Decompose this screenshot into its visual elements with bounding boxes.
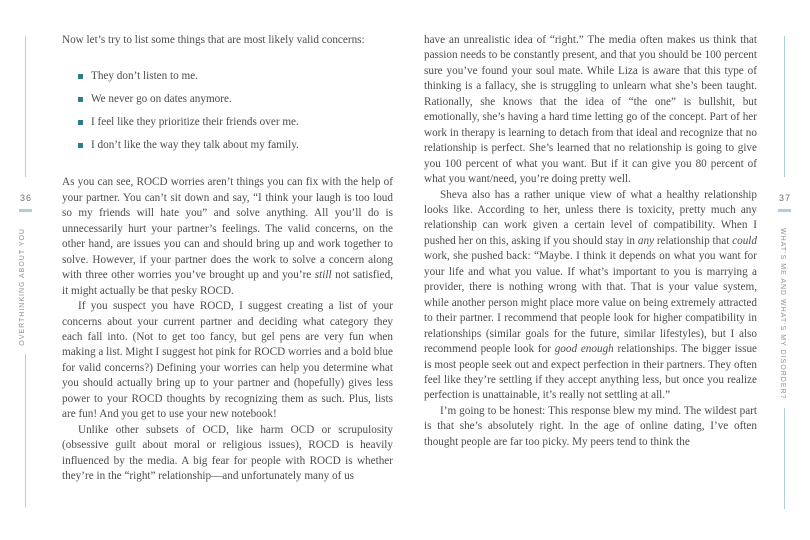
italic-text: could <box>732 234 757 247</box>
bullet-square-icon <box>78 74 83 79</box>
list-item-text: We never go on dates anymore. <box>91 93 232 106</box>
page-number-dash-left <box>19 209 32 212</box>
list-item-text: I feel like they prioritize their friends over me. <box>91 116 299 129</box>
right-margin-rule-top <box>784 36 785 177</box>
running-header-right: WHAT’S ME AND WHAT’S MY DISORDER? <box>779 228 786 400</box>
right-margin-rule-bottom <box>784 408 785 509</box>
italic-text: any <box>637 234 655 247</box>
list-item-text: They don’t listen to me. <box>91 70 198 83</box>
body-text: relationship that <box>654 234 733 247</box>
list-item-text: I don’t like the way they talk about my family. <box>91 139 299 152</box>
bullet-square-icon <box>78 143 83 148</box>
paragraph <box>62 423 393 485</box>
body-text: not satisfied, it might actually be that pesky ROCD. <box>62 269 393 297</box>
body-text: work, she pushed back: “Maybe. I think it depends on what you want for your life and what you value. If what’s important to you is marrying a provider, there is nothing wrong with that. That is your value system, while another person might place more value on being extremely attracted to their partner. I recommend that people look for higher compatibility in relationships (similar goals for the future, similar lifestyles), but I also recommend people look for <box>424 250 757 356</box>
bullet-square-icon <box>78 97 83 102</box>
body-text: As you can see, ROCD worries aren’t things you can fix with the help of your partner. You can’t sit down and say, “I think your laugh is too loud so my friends will hate you” and solve anything. All you’ll do is unnecessarily hurt your partner’s feelings. The valid concerns, on the other hand, are issues you can and should bring up and work together to solve. However, if your partner does the work to solve a concern along with three other worries you’ve brought up and you’re <box>62 176 393 282</box>
list-item <box>78 65 393 88</box>
paragraph <box>62 299 393 423</box>
body-text: Sheva also has a rather unique view of what a healthy relationship looks like. According to her, unless there is toxicity, pretty much any relationship can work given a certain level of compatibility. When I pushed her on this, asking if you should stay in <box>424 188 757 247</box>
italic-text: good enough <box>554 343 614 356</box>
italic-text: still <box>314 269 332 282</box>
right-page <box>424 33 757 450</box>
paragraph <box>424 33 757 188</box>
left-margin-rule-bottom <box>25 354 26 507</box>
body-text: have an unrealistic idea of “right.” The media often makes us think that passion needs to be constantly present, and that you should be 100 percent sure you’ve found your soul mate. While Liza is aware that this type of thinking is a fallacy, she is struggling to unlearn what she’s been taught. Rationally, she knows that the idea of “the one” is bullshit, but emotionally, she’s having a hard time letting go of the concept. Part of her work in therapy is learning to detach from that ideal and recognize that no relationship is perfect. She’s learned that no relationship is going to give you 100 percent of what you want. But if it can give you 80 percent of what you want/need, you’re doing pretty well. <box>424 34 757 186</box>
page-number-left: 36 <box>19 193 32 203</box>
paragraph <box>424 404 757 450</box>
list-item <box>78 134 393 157</box>
valid-concerns-list <box>78 65 393 157</box>
paragraph <box>62 175 393 299</box>
intro-line: Now let’s try to list some things that are most likely valid concerns: <box>62 34 365 46</box>
body-text: relationships. The bigger issue is most people seek out and expect perfection in their partners. They often feel like they’re settling if they accept anything less, but once you realize perfection is unattainable, it’s really not settling at all.” <box>424 343 758 402</box>
left-margin-rule-top <box>25 36 26 177</box>
bullet-square-icon <box>78 120 83 125</box>
body-text: If you suspect you have ROCD, I suggest creating a list of your concerns about your current partner and deciding what category they each fall into. (Not to get too fancy, but gel pens are very fun when making a list. Might I suggest hot pink for ROCD worries and a bold blue for valid concerns?) Defining your worries can help you determine what you should actually bring up to your partner and (hopefully) gives less power to your ROCD thoughts by recognizing them as such. Plus, lists are fun! And you get to use your new notebook! <box>62 300 393 421</box>
body-text: Unlike other subsets of OCD, like harm OCD or scrupulosity (obsessive guilt about moral or religious issues), ROCD is heavily influenced by the media. A big fear for people with ROCD is whether they’re in the “right” relationship—and unfortunately many of us <box>62 423 393 483</box>
left-page-paragraphs <box>62 175 393 484</box>
left-page <box>62 33 393 485</box>
running-header-left: OVERTHINKING ABOUT YOU <box>19 228 26 346</box>
body-text: I’m going to be honest: This response blew my mind. The wildest part is that she’s absolutely right. In the age of online dating, I’ve often thought people are far too picky. My peers tend to think the <box>424 404 757 448</box>
page-number-dash-right <box>778 209 791 212</box>
list-item <box>78 88 393 111</box>
page-number-right: 37 <box>778 193 791 203</box>
list-item <box>78 111 393 134</box>
right-page-paragraphs <box>424 33 757 450</box>
paragraph <box>424 188 757 404</box>
